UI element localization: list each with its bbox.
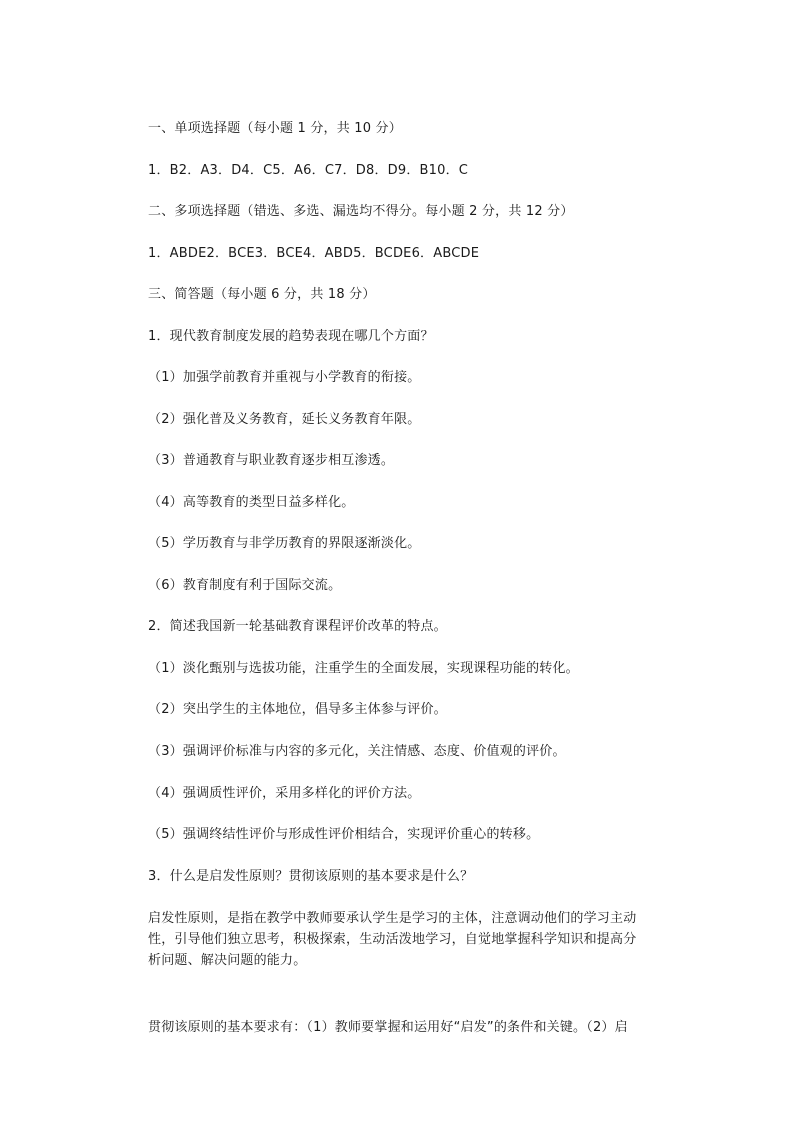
question-1-point-3: （3）普通教育与职业教育逐步相互渗透。 [148,453,395,468]
answers-multiple-choice: 1．ABDE2．BCE3．BCE4．ABD5．BCDE6．ABCDE [148,246,480,261]
question-2: 2．简述我国新一轮基础教育课程评价改革的特点。 [148,619,447,634]
question-1-point-4: （4）高等教育的类型日益多样化。 [148,495,355,510]
answer-3-paragraph-2: 贯彻该原则的基本要求有：（1）教师要掌握和运用好“启发”的条件和关键。（2）启 [148,1020,628,1035]
answer-3-paragraph-1: 启发性原则，是指在教学中教师要承认学生是学习的主体，注意调动他们的学习主动性，引导他们独立思考，积极探索，生动活泼地学习，自觉地掌握科学知识和提高分析问题、解决问题的能力。 [148,911,637,968]
question-1: 1．现代教育制度发展的趋势表现在哪几个方面？ [148,329,434,344]
question-2-point-1: （1）淡化甄别与选拔功能，注重学生的全面发展，实现课程功能的转化。 [148,661,579,676]
question-1-point-5: （5）学历教育与非学历教育的界限逐渐淡化。 [148,536,421,551]
question-2-point-4: （4）强调质性评价，采用多样化的评价方法。 [148,786,421,801]
question-3: 3．什么是启发性原则？贯彻该原则的基本要求是什么？ [148,869,474,884]
section-heading-multiple-choice: 二、多项选择题（错选、多选、漏选均不得分。每小题 2 分，共 12 分） [148,204,574,219]
question-2-point-3: （3）强调评价标准与内容的多元化，关注情感、态度、价值观的评价。 [148,744,566,759]
question-2-point-2: （2）突出学生的主体地位，倡导多主体参与评价。 [148,702,447,717]
question-1-point-1: （1）加强学前教育并重视与小学教育的衔接。 [148,370,421,385]
answers-single-choice: 1．B2．A3．D4．C5．A6．C7．D8．D9．B10．C [148,163,469,178]
question-2-point-5: （5）强调终结性评价与形成性评价相结合，实现评价重心的转移。 [148,827,540,842]
question-1-point-2: （2）强化普及义务教育，延长义务教育年限。 [148,412,421,427]
section-heading-short-answer: 三、简答题（每小题 6 分，共 18 分） [148,287,376,302]
section-heading-single-choice: 一、单项选择题（每小题 1 分，共 10 分） [148,121,402,136]
question-1-point-6: （6）教育制度有利于国际交流。 [148,578,342,593]
